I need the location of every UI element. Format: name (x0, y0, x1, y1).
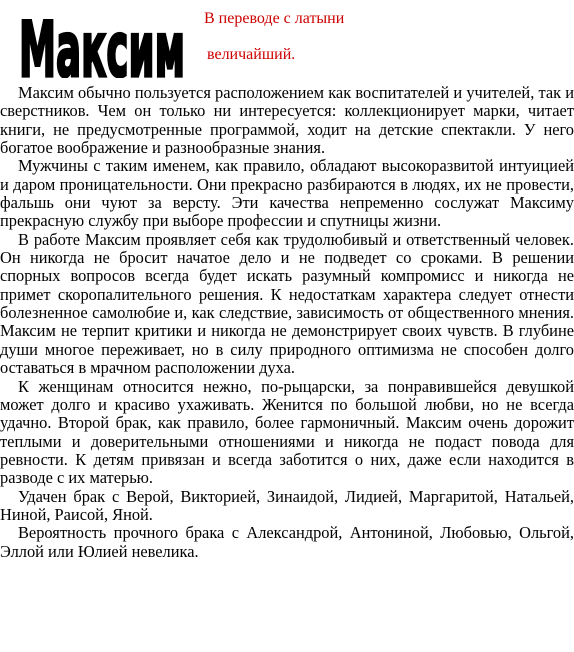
article-body (0, 84, 574, 561)
paragraph-childhood: Максим обычно пользуется расположением как воспитателей и учителей, так и сверстников. Чем он только ни интересуется: коллекционирует марки, читает книги, не предусмотренные программой, ходит на детские спектакли. У него богатое воображение и разнообразные знания. (0, 83, 574, 158)
name-title: Максим (18, 5, 185, 78)
name-title-wordart (16, 0, 188, 78)
paragraph-poor-matches: Вероятность прочного брака с Александрой, Антониной, Любовью, Ольгой, Эллой или Юлией невелика. (0, 523, 574, 561)
subtitle-line-2: величайший. (207, 46, 296, 63)
paragraph-work: В работе Максим проявляет себя как трудолюбивый и ответственный человек. Он никогда не бросит начатое дело и не подведет со сроками. В решении спорных вопросов всегда будет искать разумный компромисс и никогда не примет скоропалительного решения. К недостаткам характера следует отнести болезненное самолюбие и, как следствие, зависимость от общественного мнения. Максим не терпит критики и никогда не демонстрирует своих чувств. В глубине души многое переживает, но в силу природного оптимизма не способен долго оставаться в мрачном расположении духа. (0, 229, 574, 378)
subtitle-line-1: В переводе с латыни (204, 10, 345, 27)
paragraph-intuition: Мужчины с таким именем, как правило, обладают высокоразвитой интуицией и даром проницательности. Они прекрасно разбираются в людях, их не провести, фальшь они чуют за версту. Эти качества непременно сослужат Максиму прекрасную службу при выборе профессии и спутницы жизни. (0, 156, 574, 231)
paragraph-good-matches: Удачен брак с Верой, Викторией, Зинаидой, Лидией, Маргаритой, Натальей, Ниной, Раисой, Яной. (0, 486, 574, 524)
paragraph-relationships: К женщинам относится нежно, по-рыцарски, за понравившейся девушкой может долго и красиво ухаживать. Женится по большой любви, но не всегда удачно. Второй брак, как правило, более гармоничный. Максим очень дорожит теплыми и доверительными отношениями и никогда не подаст повода для ревности. К детям привязан и всегда заботится о них, даже если находится в разводе с их матерью. (0, 376, 574, 488)
header (0, 0, 574, 84)
